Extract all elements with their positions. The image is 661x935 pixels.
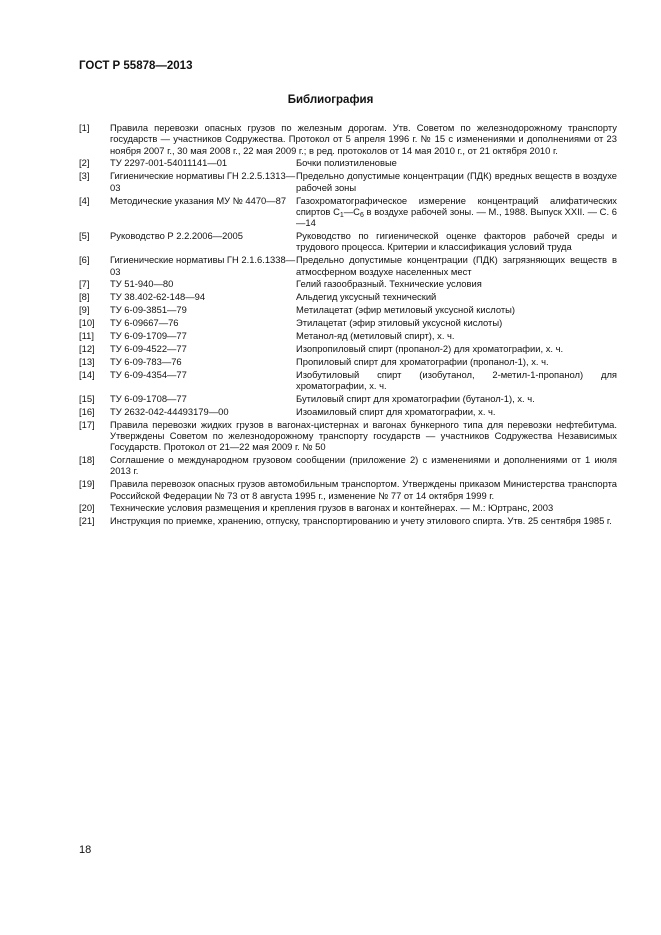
entry-number: [15] (79, 392, 95, 404)
subscript: 1 (339, 211, 344, 219)
entry-description: Метилацетат (эфир метиловый уксусной кислоты) (296, 304, 516, 316)
entry-code: Методические указания МУ № 4470—87 (110, 194, 287, 206)
entry-number: [12] (79, 342, 95, 354)
bibliography-entry (79, 157, 617, 168)
entry-description: Бутиловый спирт для хроматографии (бутанол-1), х. ч. (296, 392, 535, 404)
entry-description: Бочки полиэтиленовые (296, 157, 397, 169)
entry-number: [20] (79, 502, 95, 514)
entry-number: [11] (79, 329, 94, 341)
entry-code: ТУ 2632-042-44493179—00 (110, 405, 229, 417)
bibliography-entry (79, 170, 617, 193)
entry-description: Руководство по гигиенической оценке факторов рабочей среды и трудового процесса. Критерии и классификация условий труда (296, 230, 617, 253)
entry-number: [1] (79, 122, 90, 133)
entry-text: Соглашение о международном грузовом сообщении (приложение 2) с изменениями и дополнениями от 1 июля 2013 г. (110, 454, 617, 477)
bibliography-entry (79, 330, 617, 341)
entry-code: Гигиенические нормативы ГН 2.2.5.1313—03 (110, 170, 296, 193)
entry-code: ТУ 51-940—80 (110, 278, 174, 290)
entry-text: Правила перевозки опасных грузов по железным дорогам. Утв. Советом по железнодорожному транспорту государств — участников Содружества. Протокол от 5 апреля 1996 г. № 15 с изменениями и дополнениями от 23 ноября 2007 г., 30 мая 2008 г., 22 мая 2009 г.; в ред. протоколов от 14 мая 2010 г., от 21 октября 2010 г. (110, 122, 617, 156)
entry-number: [10] (79, 317, 95, 329)
entry-number: [21] (79, 515, 95, 527)
entry-number: [3] (79, 170, 90, 182)
bibliography-entry (79, 195, 617, 229)
entry-code: ТУ 6-09-4522—77 (110, 342, 187, 354)
bibliography-entry (79, 291, 617, 302)
entry-description: Гелий газообразный. Технические условия (296, 278, 482, 290)
entry-number: [7] (79, 278, 90, 290)
entry-number: [16] (79, 405, 95, 417)
entry-code: Гигиенические нормативы ГН 2.1.6.1338—03 (110, 254, 296, 277)
entry-text: Правила перевозок опасных грузов автомобильным транспортом. Утверждены приказом Министерства транспорта Российской Федерации № 73 от 8 августа 1995 г., изменение № 77 от 14 октября 1999 г. (110, 478, 617, 501)
entry-description: Газохроматографическое измерение концентраций алифатических спиртов $С_1—С_6$ в воздухе рабочей зоны. — М., 1988. Выпуск XXII. — С. 6—14 (296, 194, 617, 229)
entry-code: ТУ 6-09-1708—77 (110, 392, 187, 404)
entry-code: ТУ 38.402-62-148—94 (110, 291, 206, 303)
bibliography-entry (79, 419, 617, 453)
bibliography-list (79, 122, 617, 528)
entry-number: [4] (79, 194, 90, 206)
entry-code: Руководство Р 2.2.2006—2005 (110, 230, 243, 242)
entry-description: Предельно допустимые концентрации (ПДК) вредных веществ в воздухе рабочей зоны (296, 170, 617, 193)
document-header: ГОСТ Р 55878—2013 (79, 60, 193, 72)
bibliography-entry (79, 230, 617, 253)
entry-description: Альдегид уксусный технический (296, 291, 437, 303)
entry-number: [19] (79, 478, 95, 490)
page-number: 18 (79, 844, 92, 856)
entry-text: Технические условия размещения и крепления грузов в вагонах и контейнерах. — М.: Юртранс, 2003 (110, 502, 554, 514)
entry-description: Этилацетат (эфир этиловый уксусной кислоты) (296, 317, 503, 329)
entry-text: Правила перевозки жидких грузов в вагонах-цистернах и вагонах бункерного типа для перевозки нефтебитума. Утверждены Советом по железнодорожному транспорту государств — участников Содружества Независимых Государств. Протокол от 21—22 мая 2009 г. № 50 (110, 418, 617, 453)
entry-description: Изопропиловый спирт (пропанол-2) для хроматографии, х. ч. (296, 342, 564, 354)
entry-code: ТУ 6-09-783—76 (110, 355, 182, 367)
bibliography-entry (79, 304, 617, 315)
bibliography-entry (79, 515, 617, 526)
entry-description: Изобутиловый спирт (изобутанол, 2-метил-1-пропанол) для хроматографии, х. ч. (296, 368, 617, 391)
bibliography-entry (79, 393, 617, 404)
entry-description: Предельно допустимые концентрации (ПДК) загрязняющих веществ в атмосферном воздухе населенных мест (296, 254, 617, 277)
bibliography-entry (79, 254, 617, 277)
entry-code: ТУ 6-09-1709—77 (110, 329, 187, 341)
entry-code: ТУ 6-09667—76 (110, 317, 179, 329)
entry-number: [8] (79, 291, 90, 303)
entry-number: [14] (79, 368, 95, 380)
entry-number: [6] (79, 254, 90, 266)
entry-description: Метанол-яд (метиловый спирт), х. ч. (296, 329, 455, 341)
entry-description: Пропиловый спирт для хроматографии (пропанол-1), х. ч. (296, 355, 549, 367)
entry-description: Изоамиловый спирт для хроматографии, х. ч. (296, 405, 496, 417)
entry-number: [17] (79, 418, 95, 430)
entry-number: [13] (79, 355, 95, 367)
bibliography-entry (79, 369, 617, 392)
entry-number: [18] (79, 454, 95, 466)
bibliography-entry (79, 317, 617, 328)
bibliography-entry (79, 454, 617, 477)
bibliography-entry (79, 356, 617, 367)
section-title: Библиография (287, 94, 374, 106)
bibliography-entry (79, 478, 617, 501)
entry-text: Инструкция по приемке, хранению, отпуску, транспортированию и учету этилового спирта. Утв. 25 сентября 1985 г. (110, 515, 612, 527)
entry-code: ТУ 6-09-3851—79 (110, 304, 187, 316)
bibliography-entry (79, 278, 617, 289)
subscript: 6 (359, 211, 364, 219)
entry-number: [5] (79, 230, 90, 242)
entry-code: ТУ 2297-001-54011141—01 (110, 157, 228, 169)
entry-number: [2] (79, 157, 90, 169)
bibliography-entry (79, 406, 617, 417)
entry-number: [9] (79, 304, 90, 316)
bibliography-entry (79, 122, 617, 156)
bibliography-entry (79, 343, 617, 354)
bibliography-entry (79, 502, 617, 513)
entry-code: ТУ 6-09-4354—77 (110, 368, 187, 380)
